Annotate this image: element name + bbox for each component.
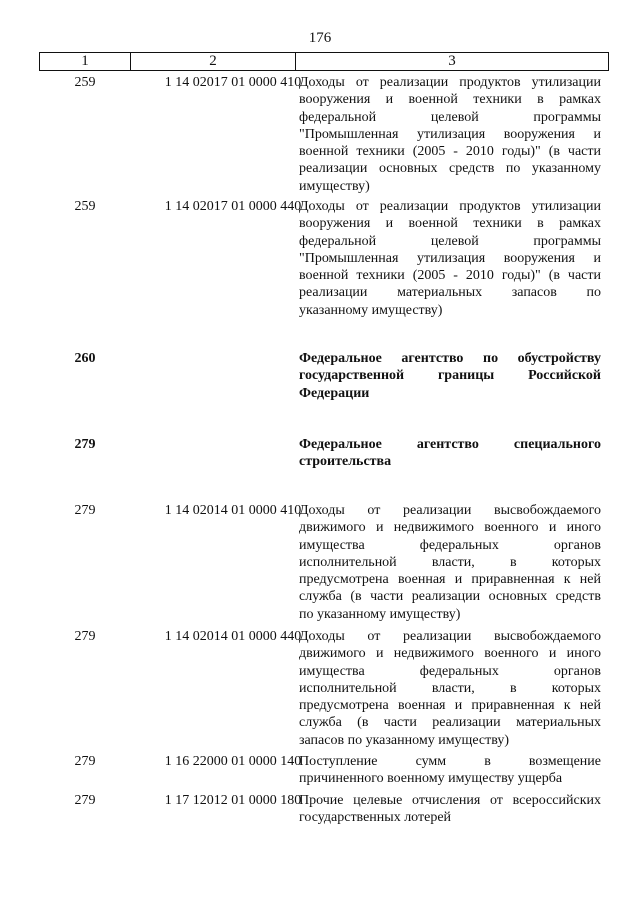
column-header-2: 2 — [131, 53, 296, 71]
desc-line: имущества федеральных органов — [299, 663, 601, 679]
column-header-row — [40, 53, 609, 71]
row-code: 279 — [74, 629, 96, 644]
desc-line: Прочие целевые отчисления от всероссийских — [299, 793, 601, 808]
desc-line: причиненного военному имуществу ущерба — [299, 771, 563, 787]
row-description — [299, 502, 601, 623]
row-description — [299, 628, 601, 749]
row-description — [299, 198, 601, 319]
page-number: 176 — [308, 30, 332, 46]
desc-line: Доходы от реализации высвобождаемого — [299, 503, 601, 518]
desc-line: государственной границы Российской — [299, 368, 601, 384]
desc-line: служба (в части реализации основных средств — [299, 589, 601, 605]
row-kbk: 1 17 12012 01 0000 180 — [164, 793, 302, 808]
desc-line: федеральной целевой программы — [299, 109, 601, 125]
desc-line: Федеральное агентство специального — [299, 437, 601, 452]
row-code: 279 — [74, 503, 96, 518]
desc-line: Доходы от реализации высвобождаемого — [299, 629, 601, 644]
column-header-table — [39, 52, 609, 71]
row-kbk: 1 14 02014 01 0000 440 — [164, 629, 302, 644]
column-header-1: 1 — [40, 53, 131, 71]
row-code: 259 — [74, 75, 96, 90]
row-code: 279 — [74, 754, 96, 769]
row-description — [299, 436, 601, 471]
desc-line: по указанному имуществу) — [299, 606, 461, 622]
desc-line: строительства — [299, 454, 392, 470]
desc-line: имуществу) — [299, 178, 370, 194]
desc-line: исполнительной власти, в которых — [299, 680, 601, 696]
row-kbk: 1 14 02017 01 0000 410 — [164, 75, 302, 90]
desc-line: предусмотрена военная и приравненная к ней — [299, 698, 601, 714]
desc-line: вооружения и военной техники в рамках — [299, 216, 601, 232]
desc-line: государственных лотерей — [299, 810, 452, 826]
desc-line: Федеральное агентство по обустройству — [299, 351, 601, 366]
column-header-3: 3 — [296, 53, 609, 71]
desc-line: Доходы от реализации продуктов утилизации — [299, 199, 601, 214]
desc-line: Поступление сумм в возмещение — [299, 754, 601, 769]
desc-line: движимого и недвижимого военного и иного — [299, 646, 601, 662]
row-code: 279 — [74, 793, 96, 808]
desc-line: военной техники (2005 - 2010 годы)" (в части — [299, 144, 601, 160]
desc-line: исполнительной власти, в которых — [299, 554, 601, 570]
row-code: 279 — [74, 437, 96, 452]
desc-line: реализации материальных запасов по — [299, 285, 601, 301]
row-kbk: 1 16 22000 01 0000 140 — [164, 754, 302, 769]
row-description — [299, 753, 601, 788]
desc-line: запасов по указанному имуществу) — [299, 732, 510, 748]
row-kbk: 1 14 02014 01 0000 410 — [164, 503, 302, 518]
row-code: 260 — [74, 351, 96, 366]
desc-line: "Промышленная утилизация вооружения и — [299, 250, 601, 266]
row-kbk: 1 14 02017 01 0000 440 — [164, 199, 302, 214]
desc-line: Доходы от реализации продуктов утилизации — [299, 75, 601, 90]
desc-line: движимого и недвижимого военного и иного — [299, 520, 601, 536]
desc-line: имущества федеральных органов — [299, 537, 601, 553]
row-code: 259 — [74, 199, 96, 214]
desc-line: указанному имуществу) — [299, 302, 443, 318]
desc-line: вооружения и военной техники в рамках — [299, 92, 601, 108]
row-description — [299, 792, 601, 827]
desc-line: Федерации — [299, 385, 370, 401]
desc-line: служба (в части реализации материальных — [299, 715, 601, 731]
desc-line: реализации основных средств по указанному — [299, 161, 601, 177]
desc-line: предусмотрена военная и приравненная к ней — [299, 572, 601, 588]
desc-line: федеральной целевой программы — [299, 233, 601, 249]
desc-line: "Промышленная утилизация вооружения и — [299, 126, 601, 142]
row-description — [299, 74, 601, 195]
row-description — [299, 350, 601, 402]
desc-line: военной техники (2005 - 2010 годы)" (в части — [299, 268, 601, 284]
